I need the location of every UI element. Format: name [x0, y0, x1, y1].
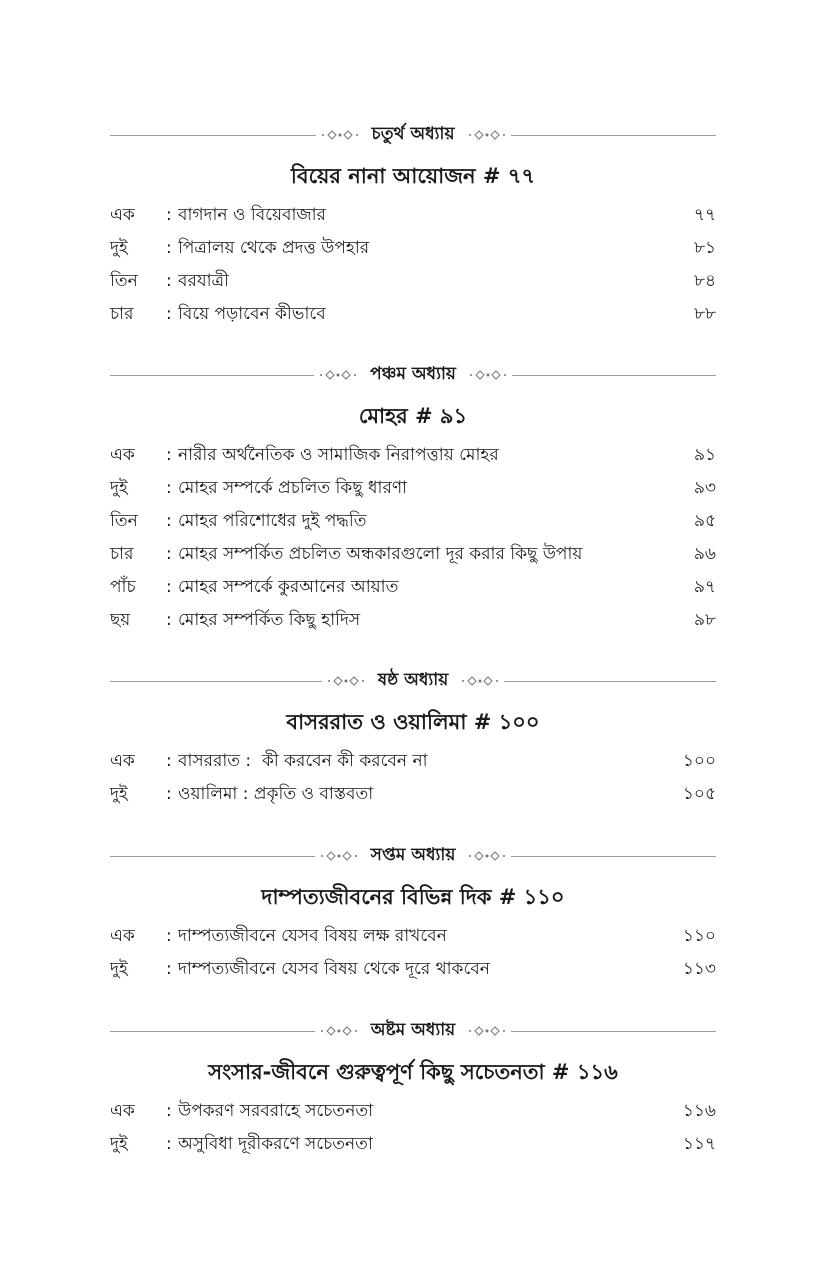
divider-line	[110, 681, 322, 682]
entry-number: দুই	[110, 238, 128, 258]
chapter-heading: পঞ্চম অধ্যায়	[370, 364, 456, 384]
entry-number: তিন	[110, 271, 138, 291]
entry-number: দুই	[110, 478, 128, 498]
chapter-6	[110, 669, 716, 811]
toc-entry[interactable]: দুই : দাম্পত্যজীবনে যেসব বিষয় থেকে দূরে থাকবেন ১১৩	[110, 953, 716, 986]
entry-text: মোহর সম্পর্কে কুরআনের আয়াত	[178, 577, 399, 597]
toc-entry[interactable]: দুই : মোহর সম্পর্কে প্রচলিত কিছু ধারণা ৯৩	[110, 472, 716, 505]
entry-number: চার	[110, 304, 134, 324]
toc-entry[interactable]: দুই : অসুবিধা দূরীকরণে সচেতনতা ১১৭	[110, 1128, 716, 1161]
chapter-divider	[110, 123, 716, 147]
entry-text: মোহর পরিশোধের দুই পদ্ধতি	[178, 511, 367, 531]
toc-entry[interactable]: এক : বাসররাত : কী করবেন কী করবেন না ১০০	[110, 745, 716, 778]
entry-number: এক	[110, 445, 135, 465]
divider-line	[504, 681, 716, 682]
toc-entry[interactable]: এক : উপকরণ সরবরাহে সচেতনতা ১১৬	[110, 1095, 716, 1128]
divider-line	[511, 856, 716, 857]
toc-entry[interactable]: দুই : ওয়ালিমা : প্রকৃতি ও বাস্তবতা ১০৫	[110, 778, 716, 811]
entry-text: দাম্পত্যজীবনে যেসব বিষয় থেকে দূরে থাকবেন	[178, 959, 490, 979]
divider-line	[512, 375, 716, 376]
toc-entry[interactable]: এক : নারীর অর্থনৈতিক ও সামাজিক নিরাপত্তায় মোহর ৯১	[110, 439, 716, 472]
ornament-icon	[467, 849, 507, 863]
entry-number: এক	[110, 926, 135, 946]
toc-entry[interactable]: চার : মোহর সম্পর্কিত প্রচলিত অন্ধকারগুলো দূর করার কিছু উপায় ৯৬	[110, 538, 716, 571]
entry-page: ৯৩	[693, 478, 716, 498]
chapter-divider	[110, 844, 716, 868]
section-title: বিয়ের নানা আয়োজন # ৭৭	[290, 164, 536, 188]
entry-number: এক	[110, 205, 135, 225]
ornament-icon	[467, 128, 507, 142]
entry-list	[110, 1095, 716, 1161]
entry-page: ১১০	[682, 926, 716, 946]
chapter-4	[110, 123, 716, 331]
section-title: মোহর # ৯১	[358, 404, 468, 428]
entry-page: ৮৮	[693, 304, 716, 324]
chapter-divider	[110, 1019, 716, 1043]
entry-text: মোহর সম্পর্কিত প্রচলিত অন্ধকারগুলো দূর করার কিছু উপায়	[178, 544, 583, 564]
entry-number: দুই	[110, 1134, 128, 1154]
toc-entry[interactable]: পাঁচ : মোহর সম্পর্কে কুরআনের আয়াত ৯৭	[110, 571, 716, 604]
toc-entry[interactable]: চার : বিয়ে পড়াবেন কীভাবে ৮৮	[110, 298, 716, 331]
entry-page: ৯৫	[693, 511, 716, 531]
chapter-heading: সপ্তম অধ্যায়	[370, 845, 456, 865]
chapter-heading: ষষ্ঠ অধ্যায়	[377, 670, 449, 690]
toc-entry[interactable]: তিন : বরযাত্রী ৮৪	[110, 265, 716, 298]
divider-line	[110, 375, 314, 376]
chapter-heading: অষ্টম অধ্যায়	[370, 1020, 456, 1040]
divider-line	[511, 1031, 716, 1032]
entry-number: ছয়	[110, 610, 131, 630]
entry-page: ৭৭	[693, 205, 716, 225]
entry-page: ৯১	[693, 445, 716, 465]
divider-line	[110, 856, 315, 857]
entry-number: এক	[110, 1101, 135, 1121]
toc-entry[interactable]: এক : দাম্পত্যজীবনে যেসব বিষয় লক্ষ রাখবেন ১১০	[110, 920, 716, 953]
entry-text: পিত্রালয় থেকে প্রদত্ত উপহার	[178, 238, 370, 258]
chapter-8	[110, 1019, 716, 1161]
toc-entry[interactable]: এক : বাগদান ও বিয়েবাজার ৭৭	[110, 199, 716, 232]
entry-number: দুই	[110, 784, 128, 804]
ornament-icon	[318, 368, 358, 382]
entry-page: ৯৬	[693, 544, 716, 564]
entry-list	[110, 439, 716, 637]
toc-entry[interactable]: দুই : পিত্রালয় থেকে প্রদত্ত উপহার ৮১	[110, 232, 716, 265]
entry-text: বাসররাত : কী করবেন কী করবেন না	[178, 751, 428, 771]
entry-text: বরযাত্রী	[178, 271, 229, 291]
ornament-icon	[319, 849, 359, 863]
entry-page: ১১৬	[682, 1101, 716, 1121]
ornament-icon	[326, 674, 366, 688]
ornament-icon	[460, 674, 500, 688]
section-title: দাম্পত্যজীবনের বিভিন্ন দিক # ১১০	[261, 885, 565, 909]
entry-number: চার	[110, 544, 134, 564]
divider-line	[110, 135, 316, 136]
toc-entry[interactable]: ছয় : মোহর সম্পর্কিত কিছু হাদিস ৯৮	[110, 604, 716, 637]
divider-line	[110, 1031, 315, 1032]
toc-entry[interactable]: তিন : মোহর পরিশোধের দুই পদ্ধতি ৯৫	[110, 505, 716, 538]
chapter-divider	[110, 669, 716, 693]
entry-text: বাগদান ও বিয়েবাজার	[178, 205, 326, 225]
section-title: বাসররাত ও ওয়ালিমা # ১০০	[286, 710, 540, 734]
entry-page: ১০০	[682, 751, 716, 771]
chapter-heading: চতুর্থ অধ্যায়	[371, 124, 455, 144]
entry-text: নারীর অর্থনৈতিক ও সামাজিক নিরাপত্তায় মোহর	[178, 445, 499, 465]
entry-page: ১১৭	[682, 1134, 716, 1154]
entry-page: ৯৭	[693, 577, 716, 597]
entry-list	[110, 199, 716, 331]
entry-list	[110, 745, 716, 811]
chapter-5	[110, 363, 716, 637]
entry-text: ওয়ালিমা : প্রকৃতি ও বাস্তবতা	[178, 784, 374, 804]
section-title: সংসার-জীবনে গুরুত্বপূর্ণ কিছু সচেতনতা # ১১৬	[208, 1060, 618, 1084]
entry-list	[110, 920, 716, 986]
entry-page: ১০৫	[682, 784, 716, 804]
entry-text: মোহর সম্পর্কিত কিছু হাদিস	[178, 610, 361, 630]
ornament-icon	[320, 128, 360, 142]
entry-text: বিয়ে পড়াবেন কীভাবে	[178, 304, 326, 324]
ornament-icon	[467, 1024, 507, 1038]
entry-page: ৮১	[693, 238, 716, 258]
entry-page: ৮৪	[693, 271, 716, 291]
entry-text: দাম্পত্যজীবনে যেসব বিষয় লক্ষ রাখবেন	[178, 926, 447, 946]
entry-number: পাঁচ	[110, 577, 136, 597]
entry-number: দুই	[110, 959, 128, 979]
chapter-divider	[110, 363, 716, 387]
entry-number: এক	[110, 751, 135, 771]
entry-number: তিন	[110, 511, 138, 531]
divider-line	[511, 135, 717, 136]
entry-text: উপকরণ সরবরাহে সচেতনতা	[178, 1101, 374, 1121]
entry-text: অসুবিধা দূরীকরণে সচেতনতা	[178, 1134, 373, 1154]
chapter-7	[110, 844, 716, 986]
ornament-icon	[468, 368, 508, 382]
entry-page: ১১৩	[682, 959, 716, 979]
entry-page: ৯৮	[693, 610, 716, 630]
ornament-icon	[319, 1024, 359, 1038]
entry-text: মোহর সম্পর্কে প্রচলিত কিছু ধারণা	[178, 478, 408, 498]
